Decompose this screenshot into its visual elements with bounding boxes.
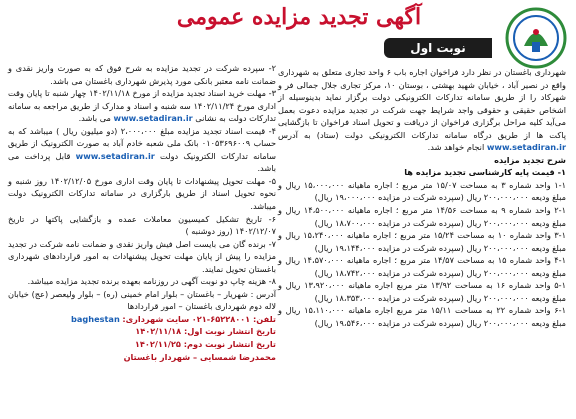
list-item: ۸- هزینه چاپ دو نوبت آگهی در روزنامه بعهده برنده تجدید مزایده میباشد. [27, 276, 276, 287]
site-label: سایت شهرداری: [122, 313, 190, 324]
list-item: ۶-۱ واحد شماره ۲۲ به مساحت ۱۵/۱۱ متر مربع اجاره ماهیانه ۱۵،۱۱۰،۰۰۰ ریال و مبلغ ودیعه ۲۰۰،۰۰۰،۰۰۰ ریال (سپرده شرکت در مزایده ۱۹،۵۴۶،۰۰۰ ریال) [278, 305, 566, 328]
list-item: ۵-۱ واحد شماره ۱۶ به مساحت ۱۳/۹۲ متر مربع اجاره ماهیانه ۱۳،۹۲۰،۰۰۰ ریال و مبلغ ودیعه ۲۰۰،۰۰۰،۰۰۰ ریال (سپرده شرکت در مزایده ۱۸،۳۵۳،۰۰۰ ریال) [278, 280, 566, 303]
list-item: ۲-۱ واحد شماره ۹ به مساحت ۱۴/۵۶ متر مربع ؛ اجاره ماهیانه ۱۴،۵۰۰،۰۰۰ ریال و مبلغ ودیعه ۲۰۰،۰۰۰،۰۰۰ ریال (سپرده شرکت در مزایده ۱۸،۷۰۰،۰۰۰ ریال) [278, 205, 567, 228]
list-item: ۵- مهلت تحویل پیشنهادات تا پایان وقت اداری مورخ ۱۴۰۲/۱۲/۰۵ روز شنبه و نحوه تحویل اسناد از طریق بارگزاری در سامانه تدارکات الکترونیک دولت میباشد. [8, 175, 276, 212]
site-value[interactable]: baghestan [71, 313, 120, 324]
page-title: آگهی تجدید مزایده عمومی [176, 4, 422, 30]
phone: تلفن: ۶۵۲۲۸۰۰۱-۰۲۱ [191, 313, 276, 324]
intro-paragraph: شهرداری باغستان در نظر دارد فراخوان اجاره باب ۶ واحد تجاری متعلق به شهرداری واقع در نصیر آباد ، خیابان شهید بهشتی ، بوستان ۱۰، مرکز تجاری جلال جمالی فر و شهرکاد را از طریق سامانه تدارکات الکترونیکی دولت برگزار نماید بدینوسیله از اشخاص حقیقی و حقوقی واجد شرایط جهت شرکت در تجدید مزایده دعوت بعمل می‌آید کلیه مراحل برگزاری فراخوان از دریافت و تحویل اسناد فراخوان تا بازگشایی پاکت ها از طریق درگاه سامانه تدارکات الکترونیکی دولت (ستاد) به آدرس www.setadiran.ir انجام خواهد شد. [278, 67, 566, 153]
list-item: ۳-۱ واحد شماره ۱۰ به مساحت ۱۵/۲۴ متر مربع ؛ اجاره ماهیانه ۱۵،۲۴۰،۰۰۰ ریال و مبلغ ودیعه ۲۰۰،۰۰۰،۰۰۰ ریال (سپرده شرکت در مزایده ۱۹،۱۴۴،۰۰۰ ریال) [278, 230, 566, 253]
section-title: شرح تجدید مزایده [494, 154, 566, 165]
contact-line [8, 313, 276, 326]
website-link[interactable]: www.setadiran.ir [486, 142, 566, 153]
address: آدرس : شهریار – باغستان – بلوار امام خمینی (ره) – بلوار ولیعصر (عج) خیابان لاله دوم شهرداری باغستان – امور قراردادها [8, 288, 276, 312]
website-link[interactable]: www.setadiran.ir [75, 150, 155, 161]
list-item: ۲- سپرده شرکت در تجدید مزایده به شرح فوق که به صورت واریز نقدی و ضمانت نامه معتبر بانکی مورد پذیرش شهرداری باغستان می باشد. [8, 63, 276, 86]
list-item: ۱-۱ واحد شماره ۳ به مساحت ۱۵/۰۷ متر مربع ؛ اجاره ماهیانه ۱۵،۰۰۰،۰۰۰ ریال و مبلغ ودیعه ۲۰۰،۰۰۰،۰۰۰ ریال (سپرده شرکت در مزایده ۱۹،۰۰۰،۰۰۰ ریال) [278, 179, 567, 203]
left-column [8, 62, 276, 363]
website-link[interactable]: www.setadiran.ir [113, 113, 193, 124]
edition-badge: نوبت اول [384, 38, 492, 58]
ad-page [4, 2, 572, 416]
signature: محمدرضا شمسایی – شهردار باغستان [123, 351, 276, 362]
right-column [278, 66, 566, 329]
publish-date-second: تاریخ انتشار نوبت دوم: ۱۴۰۲/۱۱/۲۵ [134, 339, 276, 350]
list-item: ۶- تاریخ تشکیل کمیسیون معاملات عمده و بازگشایی پاکتها در تاریخ ۱۴۰۲/۱۲/۰۷ (روز دوشنبه ) [8, 213, 276, 237]
list-item: ۴- قیمت اسناد تجدید مزایده مبلغ ۲،۰۰۰،۰۰۰ (دو میلیون ریال ) میباشد که به حساب ۰۱۰۵۳۶۹۶۰۰۹ بانک ملی شعبه خادم آباد به صورت الکترونیک از طریق سامانه تدارکات الکترونیک دولت www.setadiran.ir قابل پرداخت می باشد. [8, 125, 277, 174]
municipality-emblem-icon [504, 6, 568, 70]
list-item: ۳- مهلت خرید اسناد تجدید مزایده از مورخ ۱۴۰۲/۱۱/۱۸ چهار شنبه تا پایان وقت اداری مورخ ۱۴۰۲/۱۱/۲۴ سه شنبه و اسناد و مدارک از طریق مراجعه به سامانه تدارکات دولت به نشانی www.setadiran.ir می باشد. [8, 88, 277, 124]
publish-date-first: تاریخ انتشار نوبت اول: ۱۴۰۲/۱۱/۱۸ [135, 326, 276, 337]
list-item: ۱- قیمت پایه کارشناسی تجدید مزایده ها [404, 167, 566, 178]
list-item: ۴-۱ واحد شماره ۱۵ به مساحت ۱۴/۵۷ متر مربع ؛ اجاره ماهیانه ۱۴،۵۷۰،۰۰۰ ریال و مبلغ ودیعه ۲۰۰،۰۰۰،۰۰۰ ریال (سپرده شرکت در مزایده ۱۸،۷۴۲،۰۰۰ ریال) [278, 255, 566, 278]
list-item: ۷- برنده گان می بایست اصل فیش واریز نقدی و ضمانت نامه شرکت در تجدید مزایده را پیش از پایان مهلت تحویل پیشنهادات به امور قراردادهای شهرداری باغستان تحویل نمایند. [8, 238, 276, 274]
